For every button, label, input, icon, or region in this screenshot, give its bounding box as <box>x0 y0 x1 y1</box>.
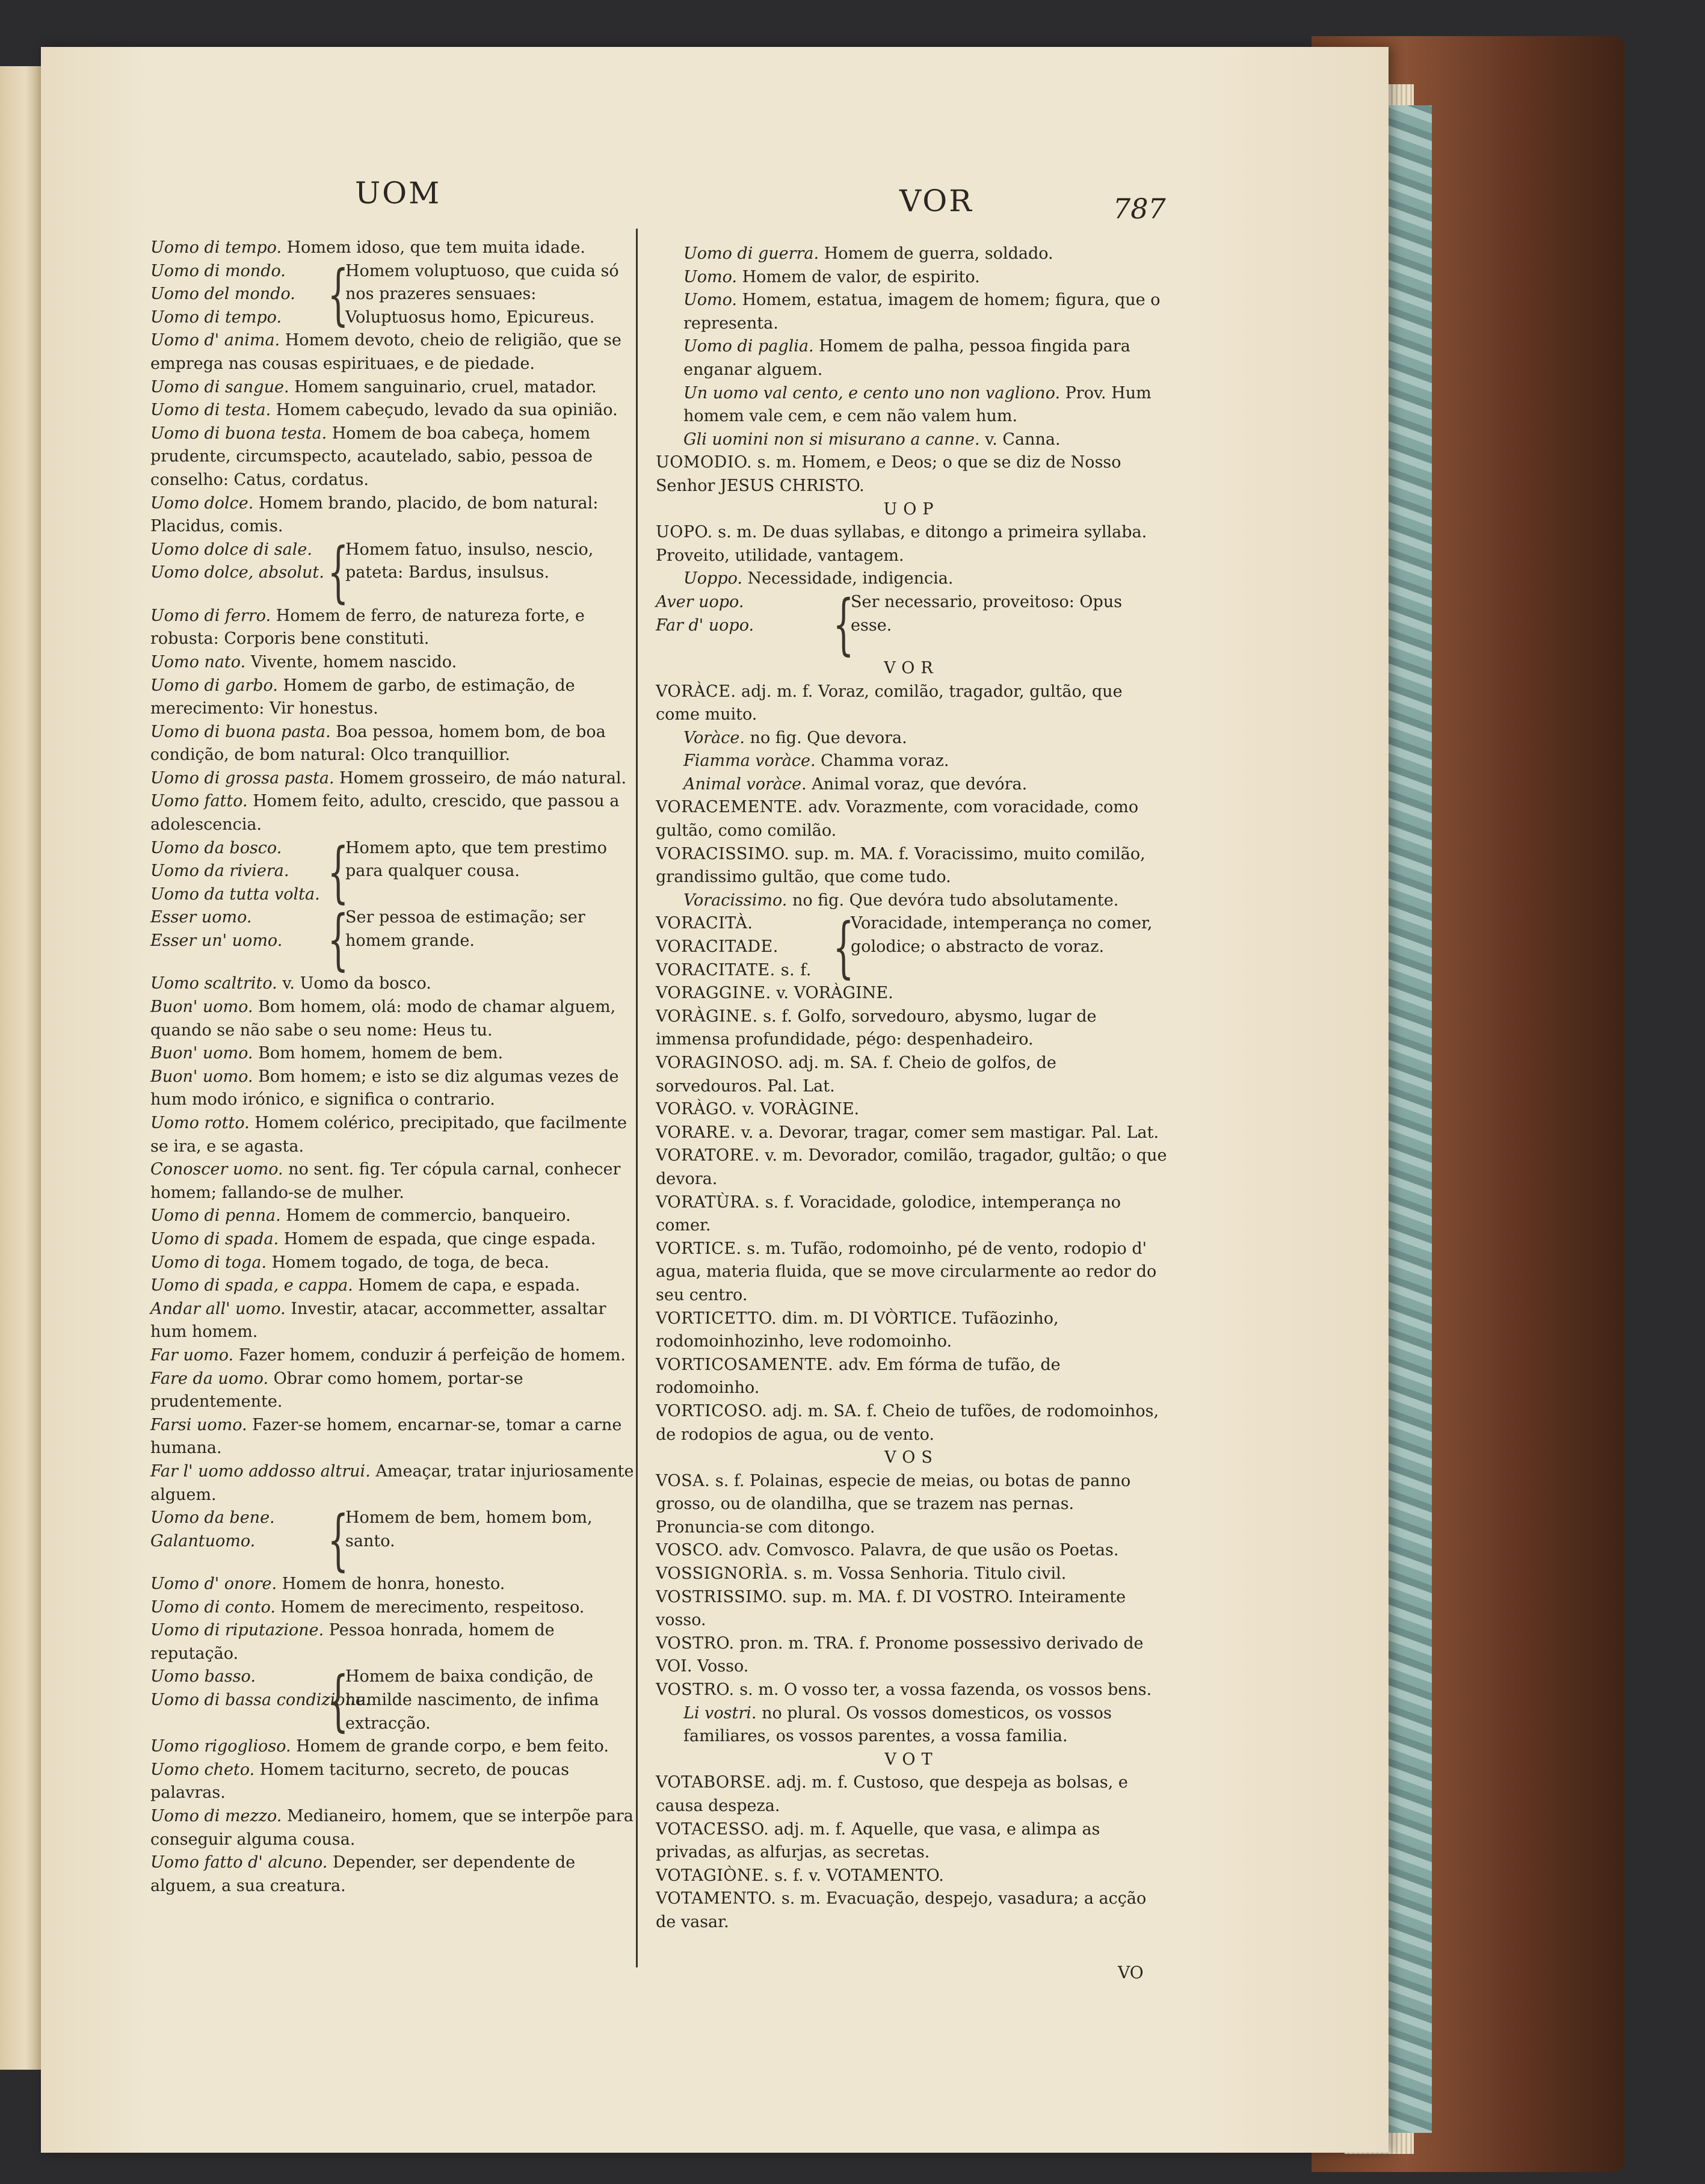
headword: Uomo di riputazione. <box>150 1621 324 1640</box>
headword: VORACITATE. s. f. <box>656 960 812 979</box>
headword: VORACISSIMO. <box>656 844 790 863</box>
dictionary-entry <box>656 1098 1167 1121</box>
headword: VORTICOSO. <box>656 1401 768 1421</box>
grouped-entry <box>656 908 1167 986</box>
headword: Uomo. <box>683 291 737 310</box>
headword: Buon' uomo. <box>150 998 253 1017</box>
dictionary-entry <box>150 605 638 651</box>
dictionary-entry <box>656 796 1167 842</box>
headword: Andar all' uomo. <box>150 1299 286 1318</box>
dictionary-entry <box>656 1238 1167 1307</box>
definition: Bom homem, homem de bem. <box>253 1044 504 1063</box>
dictionary-entry <box>656 1586 1167 1632</box>
headword: Uomo scaltrito. <box>150 974 277 993</box>
headword: Esser uomo. <box>150 908 252 927</box>
definition: Homem devoto, cheio de religião, que se emprega nas cousas espirituaes, e de piedade. <box>150 331 621 373</box>
headword: Uomo di tempo. <box>150 307 282 327</box>
headword: Uomo dolce di sale. <box>150 540 312 559</box>
headword: Uomo di mondo. <box>150 261 286 280</box>
headword: VORÀCE. <box>656 682 736 701</box>
headword: Galantuomo. <box>150 1531 256 1550</box>
definition: Obrar como homem, portar-se prudentemente. <box>150 1369 523 1411</box>
dictionary-entry <box>150 767 638 791</box>
dictionary-entry <box>656 428 1167 452</box>
section-heading: VOT <box>884 1750 939 1769</box>
headword: Uomo di conto. <box>150 1597 276 1617</box>
headword: Uomo di ferro. <box>150 606 271 625</box>
definition: adj. m. f. Custoso, que despeja as bolsas, e causa despeza. <box>656 1773 1128 1815</box>
definition: Homem brando, placido, de bom natural: Placidus, comis. <box>150 493 599 536</box>
headword: Aver uopo. <box>656 592 744 611</box>
gloss-text: Homem apto, que tem prestimo para qualquer cousa. <box>345 838 607 881</box>
grouped-terms <box>656 912 836 982</box>
headword: Fiamma voràce. <box>683 751 816 771</box>
headword: Uomo di sangue. <box>150 377 289 396</box>
page-number: 787 <box>1113 193 1166 225</box>
dictionary-entry <box>656 680 1167 727</box>
brace-mark: { <box>327 1662 349 1739</box>
definition: Boa pessoa, homem bom, de boa condição, de bom natural: Olco tranquillior. <box>150 722 606 765</box>
headword: Uomo di spada. <box>150 1229 279 1248</box>
dictionary-entry <box>150 674 638 721</box>
catchword: VO <box>1118 1963 1144 1982</box>
grouped-terms <box>656 591 836 657</box>
headword: VORTICETTO. <box>656 1309 777 1328</box>
section-heading: VOR <box>884 658 939 677</box>
dictionary-entry <box>150 1759 638 1805</box>
definition: Homem de guerra, soldado. <box>819 244 1053 263</box>
headword: Animal voràce. <box>683 774 807 794</box>
dictionary-entry <box>150 1066 638 1112</box>
gloss-text: Voracidade, intemperança no comer, golodice; o abstracto de voraz. <box>851 914 1153 957</box>
definition: v. Uomo da bosco. <box>277 974 431 993</box>
headword: Uomo del mondo. <box>150 285 295 304</box>
definition: Bom homem; e isto se diz algumas vezes de hum modo irónico, e significa o contrario. <box>150 1067 619 1109</box>
dictionary-entry <box>150 1851 638 1898</box>
dictionary-entry <box>656 1144 1167 1191</box>
definition: Fazer homem, conduzir á perfeição de homem. <box>233 1345 626 1365</box>
headword: Uomo dolce, absolut. <box>150 563 324 582</box>
dictionary-entry <box>150 1042 638 1066</box>
headword: Esser un' uomo. <box>150 931 283 951</box>
definition: sup. m. MA. f. Voracissimo, muito comilão, grandissimo gultão, que come tudo. <box>656 844 1145 887</box>
definition: Homem, estatua, imagem de homem; figura, que o representa. <box>683 291 1161 333</box>
dictionary-entry <box>656 382 1167 428</box>
definition: Homem togado, de toga, de beca. <box>267 1253 549 1272</box>
headword: VORACITÀ. <box>656 914 753 933</box>
dictionary-entry <box>150 1251 638 1275</box>
grouped-entry <box>150 901 638 978</box>
headword: Uomo. <box>683 267 737 286</box>
definition: Homem sanguinario, cruel, matador. <box>289 377 597 396</box>
gloss-text: Homem fatuo, insulso, nescio, pateta: Bardus, insulsus. <box>345 540 594 582</box>
definition: Homem de ferro, de natureza forte, e robusta: Corporis bene constituti. <box>150 606 585 649</box>
definition: Homem de garbo, de estimação, de merecimento: Vir honestus. <box>150 676 575 718</box>
headword: Far l' uomo addosso altrui. <box>150 1461 371 1481</box>
headword: Voracissimo. <box>683 890 788 910</box>
left-column <box>150 236 638 1898</box>
headword: VORÀGO. <box>656 1100 738 1119</box>
headword: UOMODIO. <box>656 453 753 472</box>
dictionary-entry <box>150 236 638 260</box>
brace-mark: { <box>327 901 349 978</box>
grouped-terms <box>150 906 331 972</box>
headword: Buon' uomo. <box>150 1067 253 1086</box>
headword: VORACEMENTE. <box>656 798 803 817</box>
grouped-terms <box>150 837 331 907</box>
dictionary-entry <box>150 1460 638 1507</box>
definition: no sent. fig. Ter cópula carnal, conhecer homem; fallando-se de mulher. <box>150 1160 621 1202</box>
dictionary-entry <box>150 1112 638 1158</box>
dictionary-entry <box>150 492 638 538</box>
definition: Homem de grande corpo, e bem feito. <box>291 1737 609 1756</box>
grouped-entry <box>150 1662 638 1739</box>
headword: Uomo di penna. <box>150 1206 281 1226</box>
dictionary-entry <box>656 521 1167 567</box>
column-rule <box>636 229 638 1967</box>
running-head-right: VOR <box>899 184 973 218</box>
headword: Uomo fatto. <box>150 792 248 811</box>
headword: Uomo di buona pasta. <box>150 722 331 741</box>
dictionary-entry <box>150 1596 638 1620</box>
definition: adj. m. f. Voraz, comilão, tragador, gultão, que come muito. <box>656 682 1123 724</box>
dictionary-entry <box>656 773 1167 797</box>
headword: Uomo di toga. <box>150 1253 267 1272</box>
headword: Uomo di bassa condizione. <box>150 1691 371 1710</box>
grouped-terms <box>150 538 331 605</box>
headword: Uomo di buona testa. <box>150 424 327 443</box>
definition: s. f. v. VOTAMENTO. <box>769 1866 944 1885</box>
dictionary-entry <box>656 266 1167 289</box>
definition: Depender, ser dependente de alguem, a sua creatura. <box>150 1853 576 1895</box>
headword: VORAGINOSO. <box>656 1053 784 1072</box>
dictionary-entry <box>656 1818 1167 1865</box>
dictionary-entry <box>656 1771 1167 1818</box>
definition: v. VORÀGINE. <box>771 984 893 1003</box>
dictionary-entry <box>656 1354 1167 1400</box>
definition: adv. Em fórma de tufão, de rodomoinho. <box>656 1355 1061 1398</box>
headword: Uomo da riviera. <box>150 862 289 881</box>
definition: Homem de valor, de espirito. <box>736 267 980 286</box>
brace-mark: { <box>833 585 854 662</box>
headword: VOTAMENTO. <box>656 1889 777 1908</box>
dictionary-entry <box>150 422 638 492</box>
headword: Voràce. <box>683 728 745 747</box>
brace-mark: { <box>327 833 349 910</box>
definition: s. m. Evacuação, despejo, vasadura; a acção de vasar. <box>656 1889 1147 1931</box>
dictionary-entry <box>150 376 638 399</box>
dictionary-entry <box>656 451 1167 498</box>
dictionary-entry <box>656 727 1167 750</box>
definition: adj. m. f. Aquelle, que vasa, e alimpa as privadas, as alfurjas, as secretas. <box>656 1819 1100 1862</box>
headword: Uomo basso. <box>150 1667 256 1686</box>
section-heading: VOS <box>884 1448 939 1467</box>
definition: Homem idoso, que tem muita idade. <box>282 238 585 257</box>
dictionary-entry <box>150 1344 638 1368</box>
definition: no fig. Que devora. <box>744 728 907 747</box>
gloss-text: Ser pessoa de estimação; ser homem grande. <box>345 908 585 951</box>
definition: s. m. Tufão, rodomoinho, pé de vento, rodopio d' agua, materia fluida, que se move circularmente ao redor do seu centro. <box>656 1239 1157 1304</box>
definition: Homem de espada, que cinge espada. <box>279 1229 596 1248</box>
dictionary-entry <box>656 335 1167 381</box>
dictionary-entry <box>150 399 638 422</box>
dictionary-entry <box>656 1052 1167 1098</box>
dictionary-entry <box>150 1298 638 1344</box>
dictionary-entry <box>150 1735 638 1759</box>
dictionary-entry <box>656 1887 1167 1934</box>
headword: Uomo rotto. <box>150 1114 250 1132</box>
dictionary-entry <box>656 1562 1167 1586</box>
definition: Necessidade, indigencia. <box>742 569 954 588</box>
grouped-entry <box>656 585 1167 662</box>
dictionary-entry <box>150 996 638 1042</box>
headword: VORTICE. <box>656 1239 742 1258</box>
definition: sup. m. MA. f. DI VOSTRO. Inteiramente vosso. <box>656 1587 1126 1630</box>
definition: adj. m. SA. f. Cheio de golfos, de sorvedouros. Pal. Lat. <box>656 1053 1056 1096</box>
dictionary-entry <box>150 1205 638 1228</box>
headword: Uomo d' anima. <box>150 331 280 350</box>
headword: Uomo fatto d' alcuno. <box>150 1853 328 1872</box>
dictionary-entry <box>656 1539 1167 1562</box>
headword: VOTACESSO. <box>656 1819 769 1839</box>
definition: s. m. Homem, e Deos; o que se diz de Nosso Senhor JESUS CHRISTO. <box>656 453 1121 495</box>
definition: Prov. Hum homem vale cem, e cem não valem hum. <box>683 383 1152 426</box>
headword: Uomo cheto. <box>150 1760 255 1779</box>
dictionary-entry <box>656 750 1167 773</box>
headword: Fare da uomo. <box>150 1369 269 1388</box>
dictionary-entry <box>656 289 1167 335</box>
gloss-text: Ser necessario, proveitoso: Opus esse. <box>851 592 1123 635</box>
definition: Vivente, homem nascido. <box>245 652 457 671</box>
dictionary-entry <box>656 1865 1167 1888</box>
headword: Uomo d' onore. <box>150 1575 277 1594</box>
definition: Homem de capa, e espada. <box>353 1276 581 1295</box>
dictionary-entry <box>150 1414 638 1460</box>
headword: VOTABORSE. <box>656 1773 771 1792</box>
dictionary-entry <box>656 889 1167 913</box>
headword: Uomo di grossa pasta. <box>150 768 335 788</box>
running-head-left: UOM <box>355 176 442 211</box>
dictionary-entry <box>656 242 1167 266</box>
headword: Conoscer uomo. <box>150 1160 283 1179</box>
definition: s. f. Golfo, sorvedouro, abysmo, lugar de immensa profundidade, pégo: despenhadeiro. <box>656 1007 1097 1049</box>
definition: s. m. De duas syllabas, e ditongo a primeira syllaba. Proveito, utilidade, vantagem. <box>656 523 1147 565</box>
headword: Uomo di guerra. <box>683 244 819 263</box>
headword: VOSTRO. <box>656 1680 735 1700</box>
definition: s. m. O vosso ter, a vossa fazenda, os vossos bens. <box>734 1680 1152 1700</box>
definition: Animal voraz, que devóra. <box>806 774 1028 794</box>
headword: Uomo di paglia. <box>683 337 814 356</box>
definition: Homem de honra, honesto. <box>277 1575 505 1594</box>
headword: UOPO. <box>656 523 713 542</box>
definition: no plural. Os vossos domesticos, os vossos familiares, os vossos parentes, a vossa familia. <box>683 1703 1112 1746</box>
definition: Homem taciturno, secreto, de poucas palavras. <box>150 1760 569 1803</box>
definition: Ameaçar, tratar injuriosamente alguem. <box>150 1461 634 1504</box>
definition: adj. m. SA. f. Cheio de tufões, de rodomoinhos, de rodopios de agua, ou de vento. <box>656 1401 1159 1444</box>
dictionary-entry <box>150 1158 638 1205</box>
definition: Chamma voraz. <box>815 751 949 771</box>
headword: VORTICOSAMENTE. <box>656 1355 834 1374</box>
headword: VOSA. <box>656 1471 711 1490</box>
definition: dim. m. DI VÒRTICE. Tufãozinho, rodomoinhozinho, leve rodomoinho. <box>656 1309 1059 1351</box>
definition: adv. Vorazmente, com voracidade, como gultão, como comilão. <box>656 798 1139 841</box>
headword: VOSCO. <box>656 1541 724 1560</box>
grouped-terms <box>150 1507 331 1573</box>
headword: VORACITADE. <box>656 937 779 957</box>
dictionary-entry <box>656 1679 1167 1702</box>
definition: v. m. Devorador, comilão, tragador, gultão; o que devora. <box>656 1146 1167 1188</box>
dictionary-entry <box>656 567 1167 591</box>
grouped-entry <box>150 532 638 610</box>
dictionary-entry <box>150 651 638 674</box>
brace-mark: { <box>327 532 349 610</box>
definition: Pessoa honrada, homem de reputação. <box>150 1621 555 1663</box>
dictionary-entry <box>656 1307 1167 1354</box>
headword: Uomo nato. <box>150 652 246 671</box>
headword: Uomo di garbo. <box>150 676 278 695</box>
dictionary-entry <box>150 1368 638 1414</box>
definition: Homem feito, adulto, crescido, que passou a adolescencia. <box>150 792 620 834</box>
definition: pron. m. TRA. f. Pronome possessivo derivado de VOI. Vosso. <box>656 1633 1144 1676</box>
brace-mark: { <box>327 1501 349 1579</box>
headword: Far d' uopo. <box>656 615 754 635</box>
definition: s. m. Vossa Senhoria. Titulo civil. <box>788 1564 1067 1584</box>
headword: Uomo di testa. <box>150 401 271 420</box>
grouped-entry <box>150 833 638 910</box>
headword: Far uomo. <box>150 1345 234 1365</box>
brace-mark: { <box>327 256 349 333</box>
definition: Investir, atacar, accommetter, assaltar hum homem. <box>150 1299 606 1342</box>
definition: Homem colérico, precipitado, que facilmente se ira, e se agasta. <box>150 1114 627 1156</box>
right-column <box>656 242 1167 1934</box>
definition: Bom homem, olá: modo de chamar alguem, quando se não sabe o seu nome: Heus tu. <box>150 998 616 1040</box>
headword: VOTAGIÒNE. <box>656 1866 769 1885</box>
headword: Uomo di tempo. <box>150 238 282 257</box>
definition: Homem de boa cabeça, homem prudente, circumspecto, acautelado, sabio, pessoa de conselho: Catus, cordatus. <box>150 424 593 489</box>
definition: no fig. Que devóra tudo absolutamente. <box>787 890 1119 910</box>
definition: Homem de commercio, banqueiro. <box>280 1206 571 1226</box>
headword: Uoppo. <box>683 569 742 588</box>
headword: Uomo di mezzo. <box>150 1807 282 1826</box>
dictionary-entry <box>656 1400 1167 1446</box>
grouped-entry <box>150 1501 638 1579</box>
dictionary-entry <box>656 843 1167 889</box>
headword: VORAGGINE. <box>656 984 771 1003</box>
definition: Homem cabeçudo, levado da sua opinião. <box>271 401 618 420</box>
headword: VORARE. <box>656 1123 736 1142</box>
definition: v. a. Devorar, tragar, comer sem mastigar. Pal. Lat. <box>736 1123 1159 1142</box>
headword: VOSTRISSIMO. <box>656 1587 788 1606</box>
dictionary-entry <box>656 1191 1167 1238</box>
definition: s. f. Voracidade, golodice, intemperança no comer. <box>656 1192 1121 1235</box>
headword: Uomo da bosco. <box>150 838 282 857</box>
definition: Homem de palha, pessoa fingida para enganar alguem. <box>683 337 1130 379</box>
definition: s. f. Polainas, especie de meias, ou botas de panno grosso, ou de olandilha, que se trazem nas pernas. Pronuncia-se com ditongo. <box>656 1471 1131 1537</box>
dictionary-entry <box>656 982 1167 1005</box>
gloss-text: Homem de baixa condição, de humilde nascimento, de infima extracção. <box>345 1667 599 1733</box>
headword: Buon' uomo. <box>150 1044 253 1063</box>
gloss-text: Homem voluptuoso, que cuida só nos prazeres sensuaes: Voluptuosus homo, Epicureus. <box>345 261 619 327</box>
dictionary-entry <box>150 1274 638 1298</box>
headword: Un uomo val cento, e cento uno non vagliono. <box>683 383 1061 403</box>
headword: Uomo dolce. <box>150 493 254 513</box>
definition: Homem de merecimento, respeitoso. <box>275 1597 585 1617</box>
marbled-edge <box>1384 105 1432 2133</box>
headword: Li vostri. <box>683 1703 757 1723</box>
dictionary-entry <box>150 790 638 836</box>
grouped-entry <box>150 256 638 333</box>
definition: v. VORÀGINE. <box>737 1100 860 1119</box>
headword: Farsi uomo. <box>150 1415 247 1434</box>
headword: VORATORE. <box>656 1146 760 1165</box>
headword: VORÀGINE. <box>656 1007 758 1026</box>
headword: Uomo di spada, e cappa. <box>150 1276 353 1295</box>
gloss-text: Homem de bem, homem bom, santo. <box>345 1508 593 1550</box>
dictionary-entry <box>150 1619 638 1665</box>
dictionary-entry <box>656 1005 1167 1052</box>
facing-page-edge <box>0 66 42 2070</box>
dictionary-entry <box>656 1121 1167 1145</box>
headword: VORATÙRA. <box>656 1192 760 1212</box>
dictionary-entry <box>150 721 638 767</box>
dictionary-entry <box>656 1632 1167 1679</box>
dictionary-entry <box>150 972 638 996</box>
headword: VOSSIGNORÌA. <box>656 1564 789 1584</box>
dictionary-entry <box>150 329 638 375</box>
headword: Gli uomini non si misurano a canne. <box>683 430 980 449</box>
headword: Uomo rigoglioso. <box>150 1737 291 1756</box>
grouped-terms <box>150 260 331 330</box>
dictionary-entry <box>656 1702 1167 1748</box>
dictionary-entry <box>150 1573 638 1596</box>
definition: Medianeiro, homem, que se interpõe para conseguir alguma cousa. <box>150 1807 634 1849</box>
dictionary-entry <box>150 1805 638 1851</box>
dictionary-entry <box>150 1228 638 1251</box>
definition: Homem grosseiro, de máo natural. <box>334 768 627 788</box>
headword: Uomo da tutta volta. <box>150 884 320 904</box>
definition: adv. Comvosco. Palavra, de que usão os Poetas. <box>723 1541 1119 1560</box>
dictionary-entry <box>656 1470 1167 1540</box>
section-heading: UOP <box>883 499 940 519</box>
definition: v. Canna. <box>979 430 1061 449</box>
grouped-terms <box>150 1665 371 1735</box>
headword: VOSTRO. <box>656 1633 735 1653</box>
definition: Fazer-se homem, encarnar-se, tomar a carne humana. <box>150 1415 622 1458</box>
brace-mark: { <box>833 908 854 986</box>
headword: Uomo da bene. <box>150 1508 275 1528</box>
